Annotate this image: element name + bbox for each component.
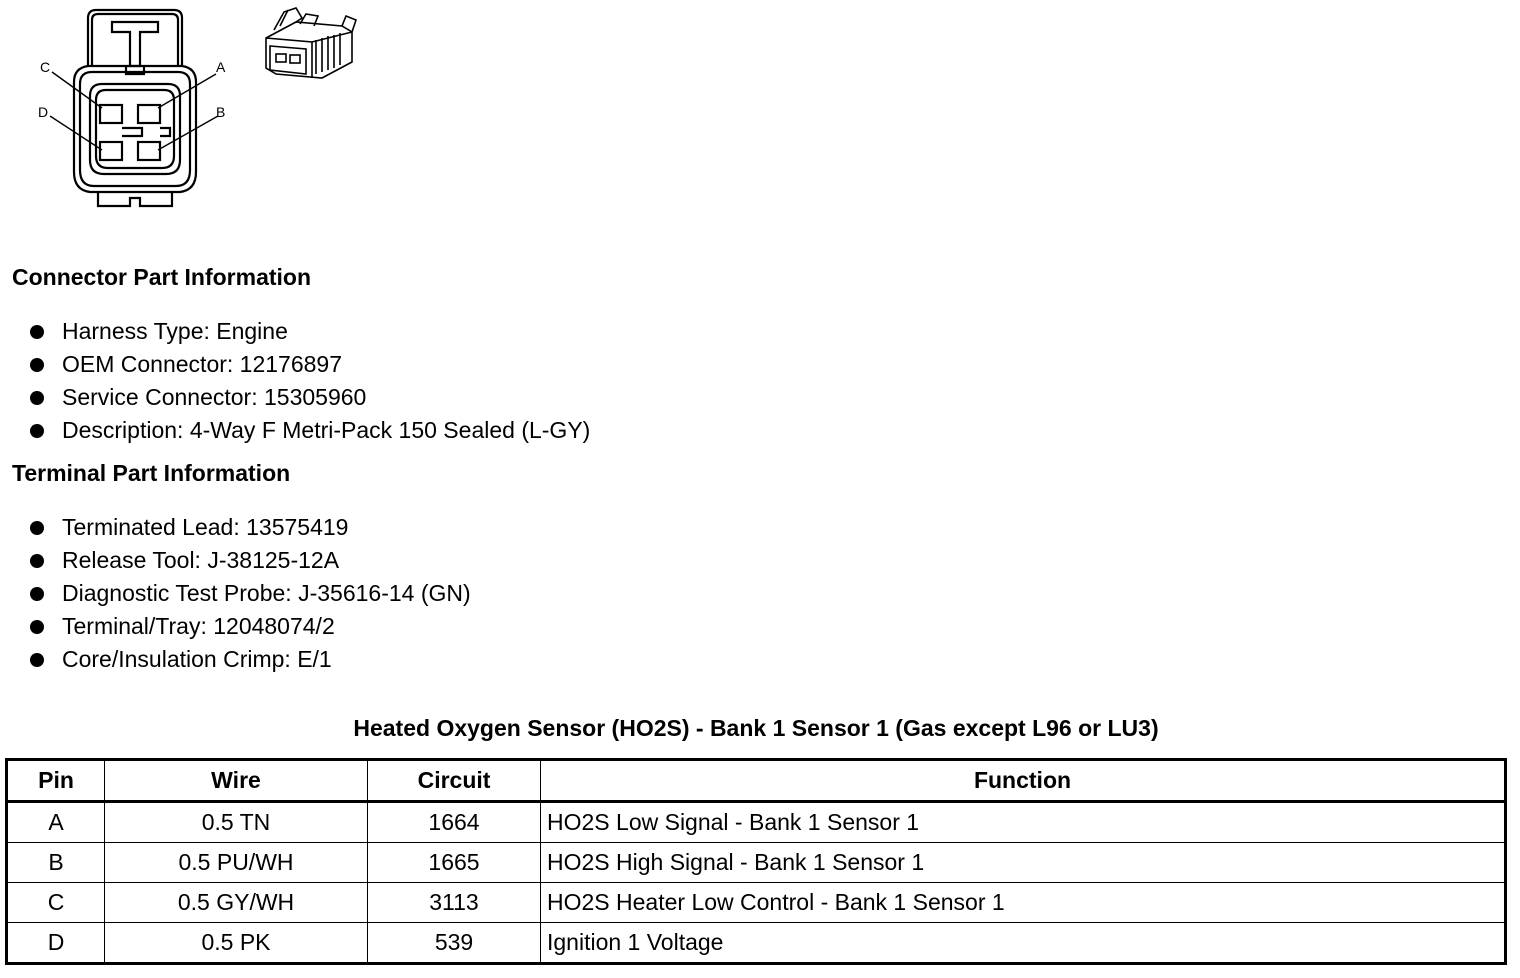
cell-circuit: 3113 — [368, 883, 541, 923]
column-header-function: Function — [541, 760, 1506, 802]
pin-label-c: C — [40, 59, 51, 75]
list-item-text: Core/Insulation Crimp: E/1 — [62, 646, 332, 672]
bullet-icon — [30, 554, 44, 568]
connector-isometric-thumbnail — [256, 2, 360, 86]
list-item — [28, 643, 471, 676]
list-item-text: Harness Type: Engine — [62, 318, 288, 344]
pin-table — [5, 758, 1507, 965]
pin-label-d: D — [38, 104, 49, 120]
list-item-text: Terminal/Tray: 12048074/2 — [62, 613, 335, 639]
list-item — [28, 414, 590, 447]
cell-function: HO2S Low Signal - Bank 1 Sensor 1 — [541, 802, 1506, 843]
bullet-icon — [30, 521, 44, 535]
pin-table-title: Heated Oxygen Sensor (HO2S) - Bank 1 Sensor 1 (Gas except L96 or LU3) — [353, 715, 1159, 741]
cell-circuit: 539 — [368, 923, 541, 964]
pin-label-a: A — [216, 59, 226, 75]
list-item-text: OEM Connector: 12176897 — [62, 351, 343, 377]
cell-wire: 0.5 PK — [105, 923, 368, 964]
cell-function: HO2S Heater Low Control - Bank 1 Sensor 1 — [541, 883, 1506, 923]
bullet-icon — [30, 587, 44, 601]
connector-info-heading: Connector Part Information — [12, 264, 312, 290]
cell-pin: A — [7, 802, 105, 843]
table-row — [7, 843, 1506, 883]
column-header-pin: Pin — [7, 760, 105, 802]
list-item — [28, 544, 471, 577]
cell-function: Ignition 1 Voltage — [541, 923, 1506, 964]
list-item — [28, 511, 471, 544]
list-item-text: Service Connector: 15305960 — [62, 384, 367, 410]
column-header-circuit: Circuit — [368, 760, 541, 802]
list-item-text: Terminated Lead: 13575419 — [62, 514, 349, 540]
bullet-icon — [30, 325, 44, 339]
pin-label-b: B — [216, 104, 226, 120]
cell-pin: B — [7, 843, 105, 883]
cell-wire: 0.5 TN — [105, 802, 368, 843]
list-item-text: Release Tool: J-38125-12A — [62, 547, 340, 573]
list-item — [28, 381, 590, 414]
bullet-icon — [30, 653, 44, 667]
table-row — [7, 802, 1506, 843]
cell-pin: D — [7, 923, 105, 964]
table-header-row — [7, 760, 1506, 802]
list-item-text: Diagnostic Test Probe: J-35616-14 (GN) — [62, 580, 471, 606]
list-item — [28, 348, 590, 381]
connector-info-list — [28, 315, 590, 447]
list-item-text: Description: 4-Way F Metri-Pack 150 Sealed (L-GY) — [62, 417, 591, 443]
terminal-info-heading: Terminal Part Information — [12, 460, 291, 486]
bullet-icon — [30, 358, 44, 372]
list-item — [28, 315, 590, 348]
terminal-info-list — [28, 511, 471, 676]
list-item — [28, 577, 471, 610]
cell-circuit: 1664 — [368, 802, 541, 843]
list-item — [28, 610, 471, 643]
connector-face-diagram — [30, 4, 255, 214]
bullet-icon — [30, 391, 44, 405]
table-row — [7, 883, 1506, 923]
table-row — [7, 923, 1506, 964]
cell-wire: 0.5 PU/WH — [105, 843, 368, 883]
cell-wire: 0.5 GY/WH — [105, 883, 368, 923]
cell-function: HO2S High Signal - Bank 1 Sensor 1 — [541, 843, 1506, 883]
cell-circuit: 1665 — [368, 843, 541, 883]
column-header-wire: Wire — [105, 760, 368, 802]
bullet-icon — [30, 424, 44, 438]
bullet-icon — [30, 620, 44, 634]
cell-pin: C — [7, 883, 105, 923]
